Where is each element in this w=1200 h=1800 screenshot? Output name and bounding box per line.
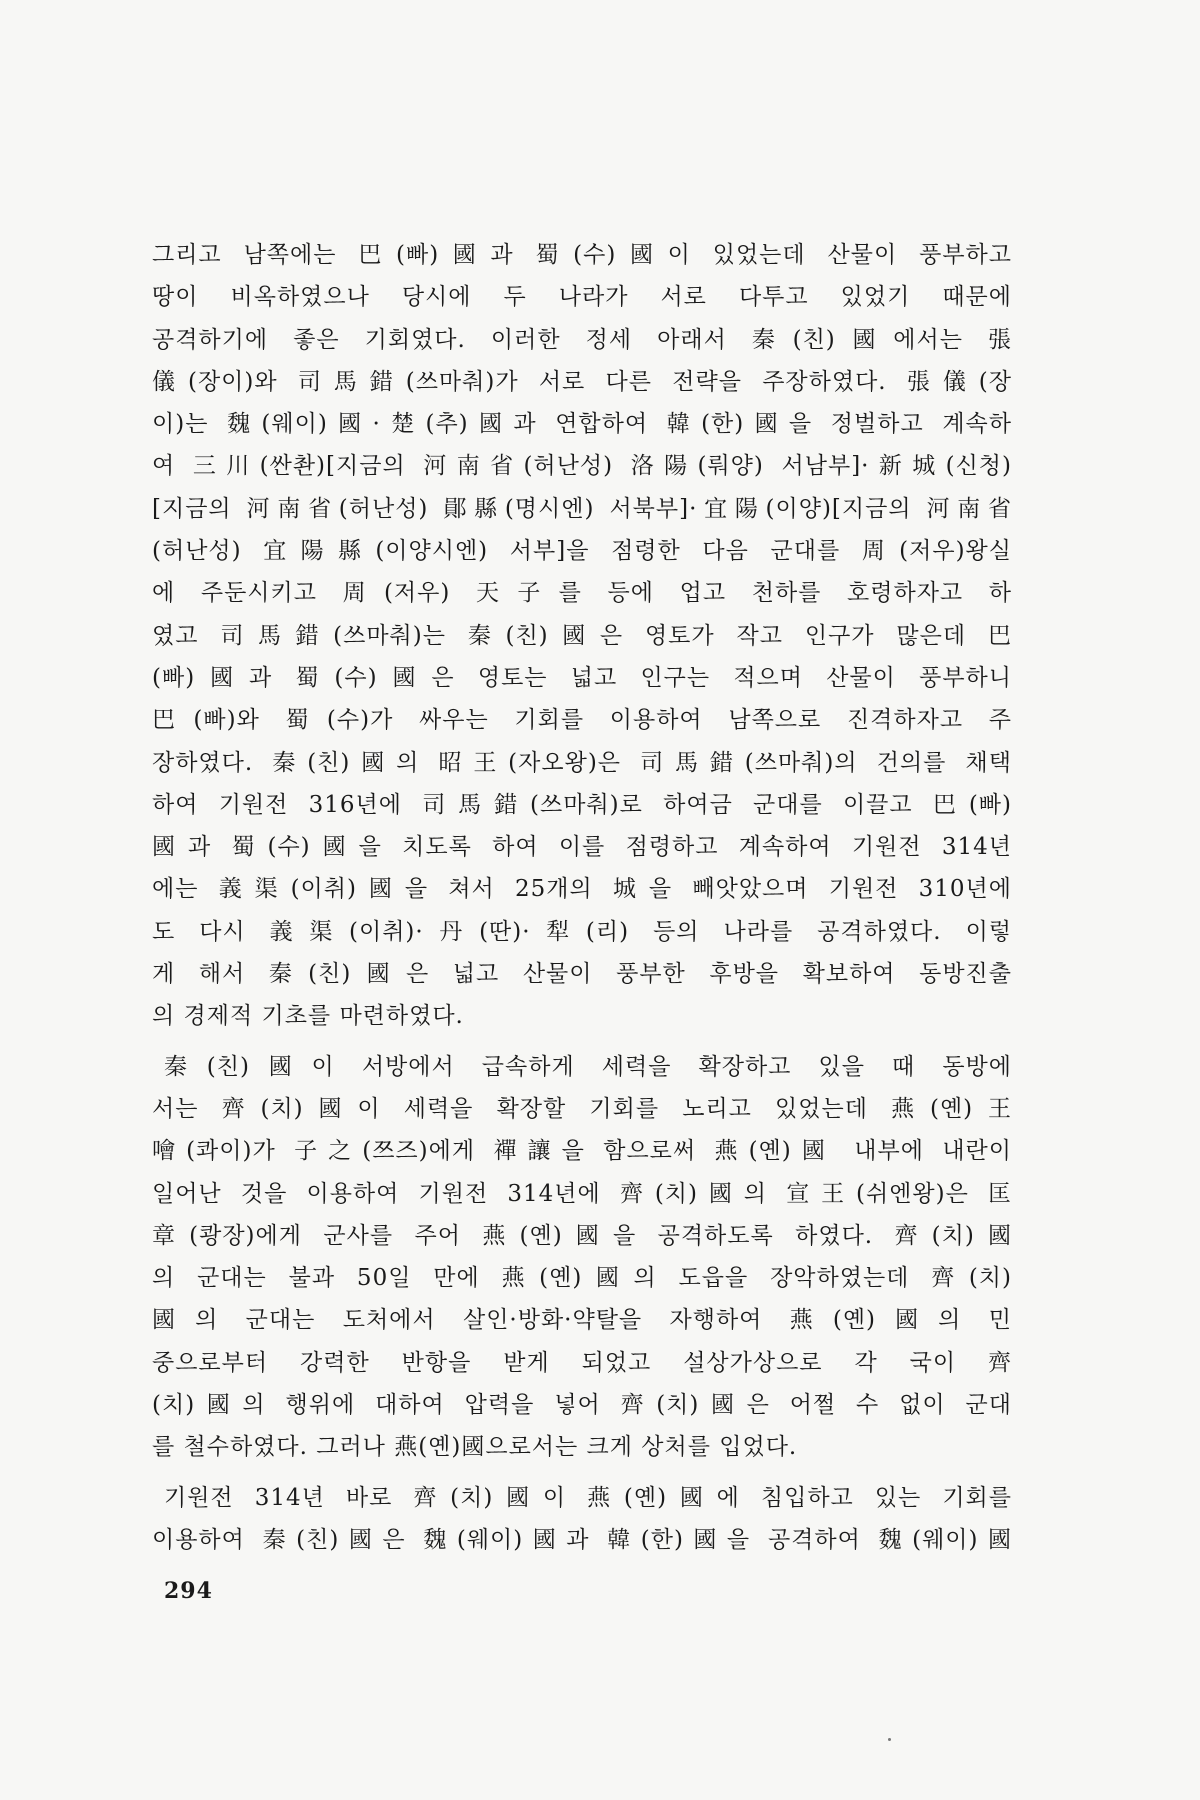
text-line: 였고 司馬錯(쓰마춰)는 秦(친)國은 영토가 작고 인구가 많은데 巴 <box>152 622 1012 649</box>
text-line: 에 주둔시키고 周(저우) 天子를 등에 업고 천하를 호령하자고 하 <box>152 580 1012 607</box>
text-line: 의 경제적 기초를 마련하였다. <box>152 1003 464 1030</box>
paragraph-1 <box>152 234 1012 1038</box>
text-line: [지금의 河南省(허난성) 鄖縣(명시엔) 서북부]·宜陽(이양)[지금의 河南省 <box>152 495 1012 522</box>
text-line: 게 해서 秦(친)國은 넓고 산물이 풍부한 후방을 확보하여 동방진출 <box>152 961 1012 988</box>
body-text <box>152 234 1012 1561</box>
text-line: 噲(콰이)가 子之(쯔즈)에게 禪讓을 함으로써 燕(옌)國 내부에 내란이 <box>152 1138 1012 1165</box>
text-line: 章(쾅장)에게 군사를 주어 燕(옌)國을 공격하도록 하였다. 齊(치)國 <box>152 1222 1012 1249</box>
text-line: 공격하기에 좋은 기회였다. 이러한 정세 아래서 秦(친)國에서는 張 <box>152 326 1012 353</box>
text-line: 여 三川(싼촨)[지금의 河南省(허난성) 洛陽(뤄양) 서남부]·新城(신청) <box>152 453 1012 480</box>
text-line: 하여 기원전 316년에 司馬錯(쓰마춰)로 하여금 군대를 이끌고 巴(빠) <box>152 791 1012 818</box>
text-line: 巴(빠)와 蜀(수)가 싸우는 기회를 이용하여 남쪽으로 진격하자고 주 <box>152 707 1012 734</box>
scan-speck <box>888 1738 891 1741</box>
text-line: (치)國의 행위에 대하여 압력을 넣어 齊(치)國은 어쩔 수 없이 군대 <box>152 1392 1012 1419</box>
paragraph-3 <box>152 1477 1012 1562</box>
text-line: 그리고 남쪽에는 巴(빠)國과 蜀(수)國이 있었는데 산물이 풍부하고 <box>152 242 1012 268</box>
text-line-indented: 기원전 314년 바로 齊(치)國이 燕(옌)國에 침입하고 있는 기회를 <box>164 1484 1012 1511</box>
text-line: (빠)國과 蜀(수)國은 영토는 넓고 인구는 적으며 산물이 풍부하니 <box>152 664 1012 691</box>
text-line: 儀(장이)와 司馬錯(쓰마춰)가 서로 다른 전략을 주장하였다. 張儀(장 <box>152 368 1012 395</box>
text-line: 장하였다. 秦(친)國의 昭王(자오왕)은 司馬錯(쓰마춰)의 건의를 채택 <box>152 749 1012 776</box>
text-line-indented: 秦(친)國이 서방에서 급속하게 세력을 확장하고 있을 때 동방에 <box>164 1053 1012 1080</box>
text-line: 이용하여 秦(친)國은 魏(웨이)國과 韓(한)國을 공격하여 魏(웨이)國 <box>152 1526 1012 1553</box>
text-line: 의 군대는 불과 50일 만에 燕(옌)國의 도읍을 장악하였는데 齊(치) <box>152 1265 1012 1292</box>
text-line: 國과 蜀(수)國을 치도록 하여 이를 점령하고 계속하여 기원전 314년 <box>152 834 1012 861</box>
text-line: 서는 齊(치)國이 세력을 확장할 기회를 노리고 있었는데 燕(옌)王 <box>152 1095 1012 1122</box>
paragraph-spacer <box>152 1038 1012 1046</box>
text-line: 國의 군대는 도처에서 살인·방화·약탈을 자행하여 燕(옌)國의 민 <box>152 1307 1012 1334</box>
text-line: 에는 義渠(이취)國을 쳐서 25개의 城을 빼앗았으며 기원전 310년에 <box>152 876 1012 903</box>
text-line: 도 다시 義渠(이취)·丹(딴)·犁(리) 등의 나라를 공격하였다. 이렇 <box>152 918 1012 945</box>
text-line: 이)는 魏(웨이)國·楚(추)國과 연합하여 韓(한)國을 정벌하고 계속하 <box>152 411 1012 438</box>
text-line: (허난성) 宜陽縣(이양시엔) 서부]을 점령한 다음 군대를 周(저우)왕실 <box>152 538 1012 565</box>
text-line: 중으로부터 강력한 반항을 받게 되었고 설상가상으로 각 국이 齊 <box>152 1349 1012 1376</box>
paragraph-spacer <box>152 1469 1012 1477</box>
text-line: 를 철수하였다. 그러나 燕(옌)國으로서는 크게 상처를 입었다. <box>152 1434 798 1461</box>
page-number: 294 <box>164 1578 213 1604</box>
text-line: 일어난 것을 이용하여 기원전 314년에 齊(치)國의 宣王(쉬엔왕)은 匡 <box>152 1180 1012 1207</box>
text-line: 땅이 비옥하였으나 당시에 두 나라가 서로 다투고 있었기 때문에 <box>152 284 1012 311</box>
paragraph-2 <box>152 1046 1012 1469</box>
